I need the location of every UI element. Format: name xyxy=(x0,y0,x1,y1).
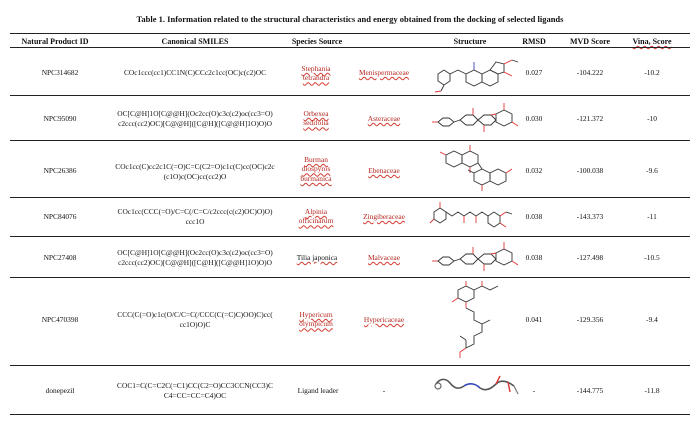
row-1-family: Menispermaceae xyxy=(358,68,410,77)
row-4-species: Alpinia officinarum xyxy=(298,207,334,226)
header-bottom-rule xyxy=(10,47,690,48)
row-5-rmsd: 0.038 xyxy=(525,253,543,262)
row-2-smiles-line-1: OC[C@H]1O[C@@H](Oc2cc(O)c3c(c2)oc(cc3=O) xyxy=(117,109,273,118)
row-5-species: Tilia japonica xyxy=(296,253,338,262)
row-5-vina: -10.5 xyxy=(644,253,660,262)
row-4-family: Zingiberaceae xyxy=(363,212,405,221)
row-6-smiles-line-2: cc1O)O)C xyxy=(179,320,211,329)
row-1-rmsd: 0.027 xyxy=(525,68,543,77)
row-1-vina: -10.2 xyxy=(644,68,660,77)
table-bottom-rule xyxy=(10,414,690,415)
row-4-smiles-line-2: ccc1O xyxy=(185,217,205,226)
row-3-structure-image xyxy=(436,143,516,195)
row-2-mvd: -121.372 xyxy=(576,114,604,123)
header-natural-product-id: Natural Product ID xyxy=(21,37,89,46)
row-4-smiles-line-1: COc1cc(CCC(=O)/C=C(/C=C/c2ccc(c(c2)OC)O)O) xyxy=(117,207,273,216)
row-4-vina: -11 xyxy=(647,212,657,221)
row-4-mvd: -143.373 xyxy=(576,212,604,221)
row-3-family: Ebenaceae xyxy=(368,166,400,175)
row-5-smiles-line-2: c2ccc(cc2)OC)[C@@H]([C@H]([C@@H]1O)O)O xyxy=(118,258,272,267)
row-2-structure-image xyxy=(428,98,520,138)
row-3-id: NPC26386 xyxy=(43,166,77,175)
row-6-vina: -9.4 xyxy=(646,315,658,324)
row-5-family: Malvaceae xyxy=(367,253,400,262)
row-2-family: Asteraceae xyxy=(367,114,401,123)
row-6-species: Hypericum olympicum xyxy=(299,310,333,329)
row-1-id: NPC314682 xyxy=(41,68,79,77)
row-2-vina: -10 xyxy=(647,114,657,123)
header-mvd-score: MVD Score xyxy=(569,37,611,46)
row-6-family: Hypericaceae xyxy=(363,315,405,324)
row-3-vina: -9.6 xyxy=(646,166,658,175)
row-4-id: NPC84076 xyxy=(43,212,77,221)
row-2-smiles-line-2: c2ccc(cc2)OC)[C@@H]([C@H]([C@@H]1O)O)O xyxy=(118,119,272,128)
row-4-structure-image xyxy=(428,200,520,234)
row-2-bottom-rule xyxy=(10,140,690,141)
header-structure: Structure xyxy=(453,37,487,46)
row-6-structure-image xyxy=(436,280,516,364)
row-7-rmsd: - xyxy=(532,386,536,395)
row-1-bottom-rule xyxy=(10,95,690,96)
row-3-mvd: -100.038 xyxy=(576,166,604,175)
row-1-mvd: -104.222 xyxy=(576,68,604,77)
row-3-smiles-line-1: COc1cc(C)cc2c1C(=O)C=C(C2=O)c1c(C)cc(OC)c2c xyxy=(115,162,275,171)
row-3-smiles-line-2: (c1O)c(OC)cc(cc2)O xyxy=(163,172,227,181)
row-7-family: - xyxy=(382,386,386,395)
row-3-rmsd: 0.032 xyxy=(525,166,543,175)
row-1-species: Stephania tetrandra xyxy=(301,64,331,83)
row-2-rmsd: 0.030 xyxy=(525,114,543,123)
row-7-species: Ligand leader xyxy=(297,386,339,395)
header-vina-score: Vina, Score xyxy=(632,37,672,46)
header-canonical-smiles: Canonical SMILES xyxy=(161,37,229,46)
row-7-mvd: -144.775 xyxy=(576,386,604,395)
row-7-smiles-line-2: C4=CC=CC=C4)OC xyxy=(163,391,227,400)
row-4-bottom-rule xyxy=(10,236,690,237)
row-2-id: NPC95090 xyxy=(43,114,77,123)
row-5-mvd: -127.498 xyxy=(576,253,604,262)
row-3-bottom-rule xyxy=(10,197,690,198)
row-6-mvd: -129.356 xyxy=(576,315,604,324)
row-6-smiles-line-1: CCC(C(=O)c1c(O/C/C=C(/CCC(C(=C)C)OO)C)cc( xyxy=(117,310,273,319)
header-rmsd: RMSD xyxy=(522,37,546,46)
row-7-vina: -11.8 xyxy=(644,386,660,395)
row-6-id: NPC470398 xyxy=(41,315,79,324)
header-species-source: Species Source xyxy=(291,37,343,46)
row-7-smiles-line-1: COC1=C(C=C2C(=C1)CC(C2=O)CC3CCN(CC3)C xyxy=(117,381,273,390)
row-5-id: NPC27408 xyxy=(43,253,77,262)
table-top-rule xyxy=(10,33,690,34)
row-1-structure-image xyxy=(428,52,520,94)
row-5-bottom-rule xyxy=(10,277,690,278)
row-1-smiles-line-1: COc1ccc(cc1)CC1N(C)CCc2c1cc(OC)c(c2)OC xyxy=(123,68,266,77)
row-5-smiles-line-1: OC[C@H]1O[C@@H](Oc2cc(O)c3c(c2)oc(cc3=O) xyxy=(117,248,273,257)
row-2-species: Orbexea sedifolia xyxy=(303,109,329,128)
row-6-rmsd: 0.041 xyxy=(525,315,543,324)
row-4-rmsd: 0.038 xyxy=(525,212,543,221)
row-6-bottom-rule xyxy=(10,365,690,366)
row-5-structure-image xyxy=(428,239,520,275)
table-caption: Table 1. Information related to the structural characteristics and energy obtained from the docking of selected ligands xyxy=(136,14,564,24)
row-7-structure-image xyxy=(430,374,520,400)
row-7-id: donepezil xyxy=(45,386,75,395)
row-3-species: Burman diospyros burmanica xyxy=(300,155,332,183)
